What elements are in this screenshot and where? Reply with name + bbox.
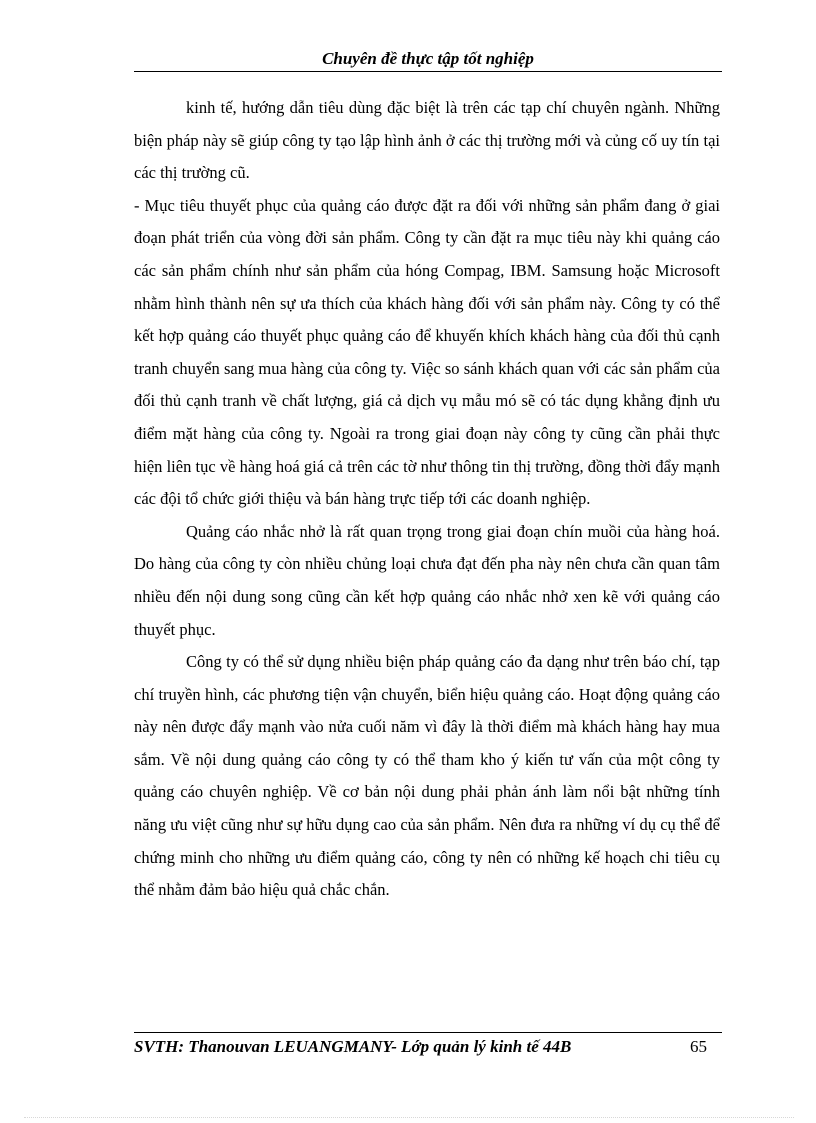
paragraph-continuation: kinh tế, hướng dẫn tiêu dùng đặc biệt là trên các tạp chí chuyên ngành. Những biện pháp này sẽ giúp công ty tạo lập hình ảnh ở các thị trường mới và củng cố uy tín tại các thị trường cũ. bbox=[134, 98, 720, 183]
page-number: 65 bbox=[690, 1037, 707, 1056]
page-bottom-edge bbox=[24, 1117, 794, 1118]
paragraph-persuasive-objective: - Mục tiêu thuyết phục của quảng cáo được đặt ra đối với những sản phẩm đang ở giai đoạn phát triển của vòng đời sản phẩm. Công ty cần đặt ra mục tiêu này khi quảng cáo các sản phẩm chính như sản phẩm của hóng Compag, IBM. Samsung hoặc Microsoft nhằm hình thành nên sự ưa thích của khách hàng đối với sản phẩm này. Công ty có thể kết hợp quảng cáo thuyết phục quảng cáo để khuyến khích khách hàng của đối thủ cạnh tranh chuyển sang mua hàng của công ty. Việc so sánh khách quan với các sản phẩm của đối thủ cạnh tranh về chất lượng, giá cả dịch vụ mẫu mó sẽ có tác dụng khẳng định ưu điểm mặt hàng của công ty. Ngoài ra trong giai đoạn này công ty cũng cần phải thực hiện liên tục về hàng hoá giá cả trên các tờ như thông tin thị trường, đồng thời đẩy mạnh các đội tổ chức giới thiệu và bán hàng trực tiếp tới các doanh nghiệp. bbox=[134, 195, 720, 509]
paragraph-advertising-measures: Công ty có thể sử dụng nhiều biện pháp quảng cáo đa dạng như trên báo chí, tạp chí truyền hình, các phương tiện vận chuyển, biển hiệu quảng cáo. Hoạt động quảng cáo này nên được đẩy mạnh vào nửa cuối năm vì đây là thời điểm mà khách hàng hay mua sắm. Về nội dung quảng cáo công ty có thể tham kho ý kiến tư vấn của một công ty quảng cáo chuyên nghiệp. Về cơ bản nội dung phải phản ánh làm nổi bật những tính năng ưu việt cũng như sự hữu dụng cao của sản phẩm. Nên đưa ra những ví dụ cụ thể để chứng minh cho những ưu điểm quảng cáo, công ty nên có những kế hoạch chi tiêu cụ thể nhằm đảm bảo hiệu quả chắc chắn. bbox=[134, 652, 720, 900]
header-divider bbox=[134, 71, 722, 72]
footer-divider bbox=[134, 1032, 722, 1033]
body-text bbox=[134, 92, 720, 907]
paragraph-reminder-advertising: Quảng cáo nhắc nhở là rất quan trọng trong giai đoạn chín muồi của hàng hoá. Do hàng của công ty còn nhiều chủng loại chưa đạt đến pha này nên chưa cần quan tâm nhiều đến nội dung song cũng cần kết hợp quảng cáo nhắc nhở xen kẽ với quảng cáo thuyết phục. bbox=[134, 521, 720, 639]
footer-author-line: SVTH: Thanouvan LEUANGMANY- Lớp quản lý kinh tế 44B bbox=[134, 1037, 572, 1056]
page-header-title: Chuyên đề thực tập tốt nghiệp bbox=[322, 49, 534, 68]
